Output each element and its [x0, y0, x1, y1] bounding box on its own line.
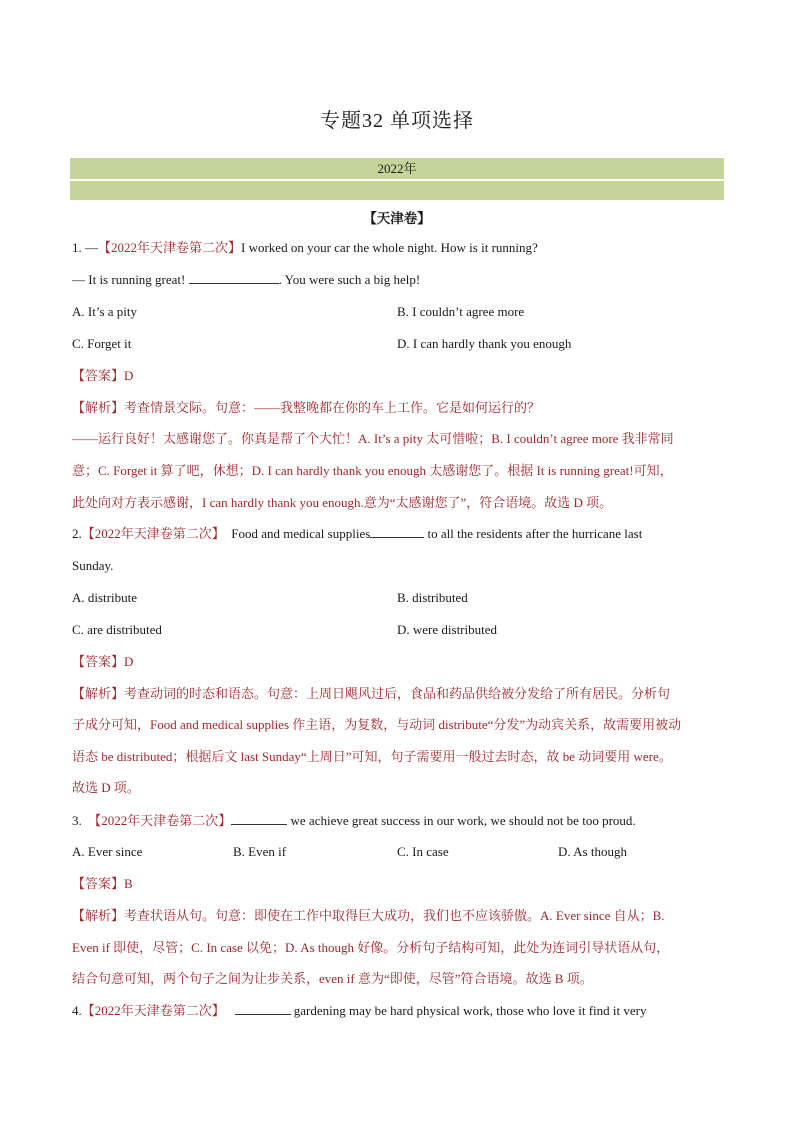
source-tag: 【2022年天津卷第二次】: [81, 1003, 225, 1018]
analysis-line: 意；C. Forget it 算了吧，休想；D. I can hardly thank you enough 太感谢您了。根据 It is running great!可知，: [72, 463, 673, 478]
stem-text: gardening may be hard physical work, those who love it find it very: [293, 1003, 647, 1018]
analysis-line: ——运行良好！太感谢您了。你真是帮了个大忙！A. It’s a pity 太可惜啦；B. I couldn’t agree more 我非常同: [72, 431, 674, 446]
question-number: 1. —: [72, 240, 98, 255]
stem-text: we achieve great success in our work, we should not be too proud.: [290, 813, 636, 828]
analysis-line: 【解析】考查动词的时态和语态。句意：上周日飓风过后，食品和药品供给被分发给了所有居民。分析句: [72, 686, 671, 701]
analysis-line: 【解析】考查状语从句。句意：即使在工作中取得巨大成功，我们也不应该骄傲。A. Ever since 自从；B.: [72, 908, 665, 923]
question-3-stem: [72, 812, 636, 830]
analysis-line: 故选 D 项。: [72, 780, 140, 795]
question-2-stem-line2: Sunday.: [72, 558, 114, 573]
option-a: A. Ever since: [72, 844, 143, 859]
answer-blank: [235, 1002, 291, 1015]
analysis-line: 子成分可知，Food and medical supplies 作主语，为复数，与动词 distribute“分发”为动宾关系，故需要用被动: [72, 717, 682, 732]
option-c: C. In case: [397, 844, 449, 859]
option-c: C. are distributed: [72, 622, 162, 637]
section-heading: 【天津卷】: [363, 211, 431, 226]
answer-label: 【答案】B: [72, 876, 133, 891]
analysis-line: 语态 be distributed；根据后文 last Sunday“上周日”可知，句子需要用一般过去时态，故 be 动词要用 were。: [72, 749, 672, 764]
year-band-lower: [70, 181, 724, 200]
option-b: B. distributed: [397, 590, 468, 605]
stem-text: I worked on your car the whole night. How is it running?: [241, 240, 538, 255]
option-a: A. It’s a pity: [72, 304, 137, 319]
option-c: C. Forget it: [72, 336, 132, 351]
answer-blank: [231, 812, 287, 825]
question-1-stem: [72, 239, 538, 257]
question-2-stem: [72, 525, 642, 543]
option-d: D. As though: [558, 844, 627, 859]
option-d: D. were distributed: [397, 622, 498, 637]
question-number: 3.: [72, 813, 82, 828]
answer-blank: [370, 525, 424, 538]
source-tag: 【2022年天津卷第二次】: [88, 813, 232, 828]
stem-text: to all the residents after the hurricane last: [427, 526, 643, 541]
option-a: A. distribute: [72, 590, 137, 605]
page-title: 专题32 单项选择: [320, 110, 474, 132]
question-number: 2.: [72, 526, 82, 541]
year-band: [70, 158, 724, 179]
source-tag: 【2022年天津卷第二次】: [81, 526, 225, 541]
stem-text: . You were such a big help!: [278, 272, 421, 287]
stem-text: Food and medical supplies: [231, 526, 371, 541]
question-number: 4.: [72, 1003, 82, 1018]
answer-blank: [189, 271, 279, 284]
option-d: D. I can hardly thank you enough: [397, 336, 572, 351]
year-label: 2022年: [377, 161, 417, 176]
source-tag: 【2022年天津卷第二次】: [98, 240, 242, 255]
analysis-line: Even if 即使，尽管；C. In case 以免；D. As though 好像。分析句子结构可知，此处为连词引导状语从句，: [72, 940, 670, 955]
analysis-line: 此处向对方表示感谢，I can hardly thank you enough.意为“太感谢您了”，符合语境。故选 D 项。: [72, 495, 613, 510]
question-1-stem-line2: [72, 271, 420, 289]
question-4-stem: [72, 1002, 647, 1020]
analysis-line: 【解析】考查情景交际。句意：——我整晚都在你的车上工作。它是如何运行的？: [72, 400, 541, 415]
answer-label: 【答案】D: [72, 368, 134, 383]
answer-label: 【答案】D: [72, 654, 134, 669]
option-b: B. I couldn’t agree more: [397, 304, 525, 319]
option-b: B. Even if: [233, 844, 287, 859]
stem-text: — It is running great!: [72, 272, 186, 287]
analysis-line: 结合句意可知，两个句子之间为让步关系，even if 意为“即使，尽管”符合语境。故选 B 项。: [72, 971, 593, 986]
